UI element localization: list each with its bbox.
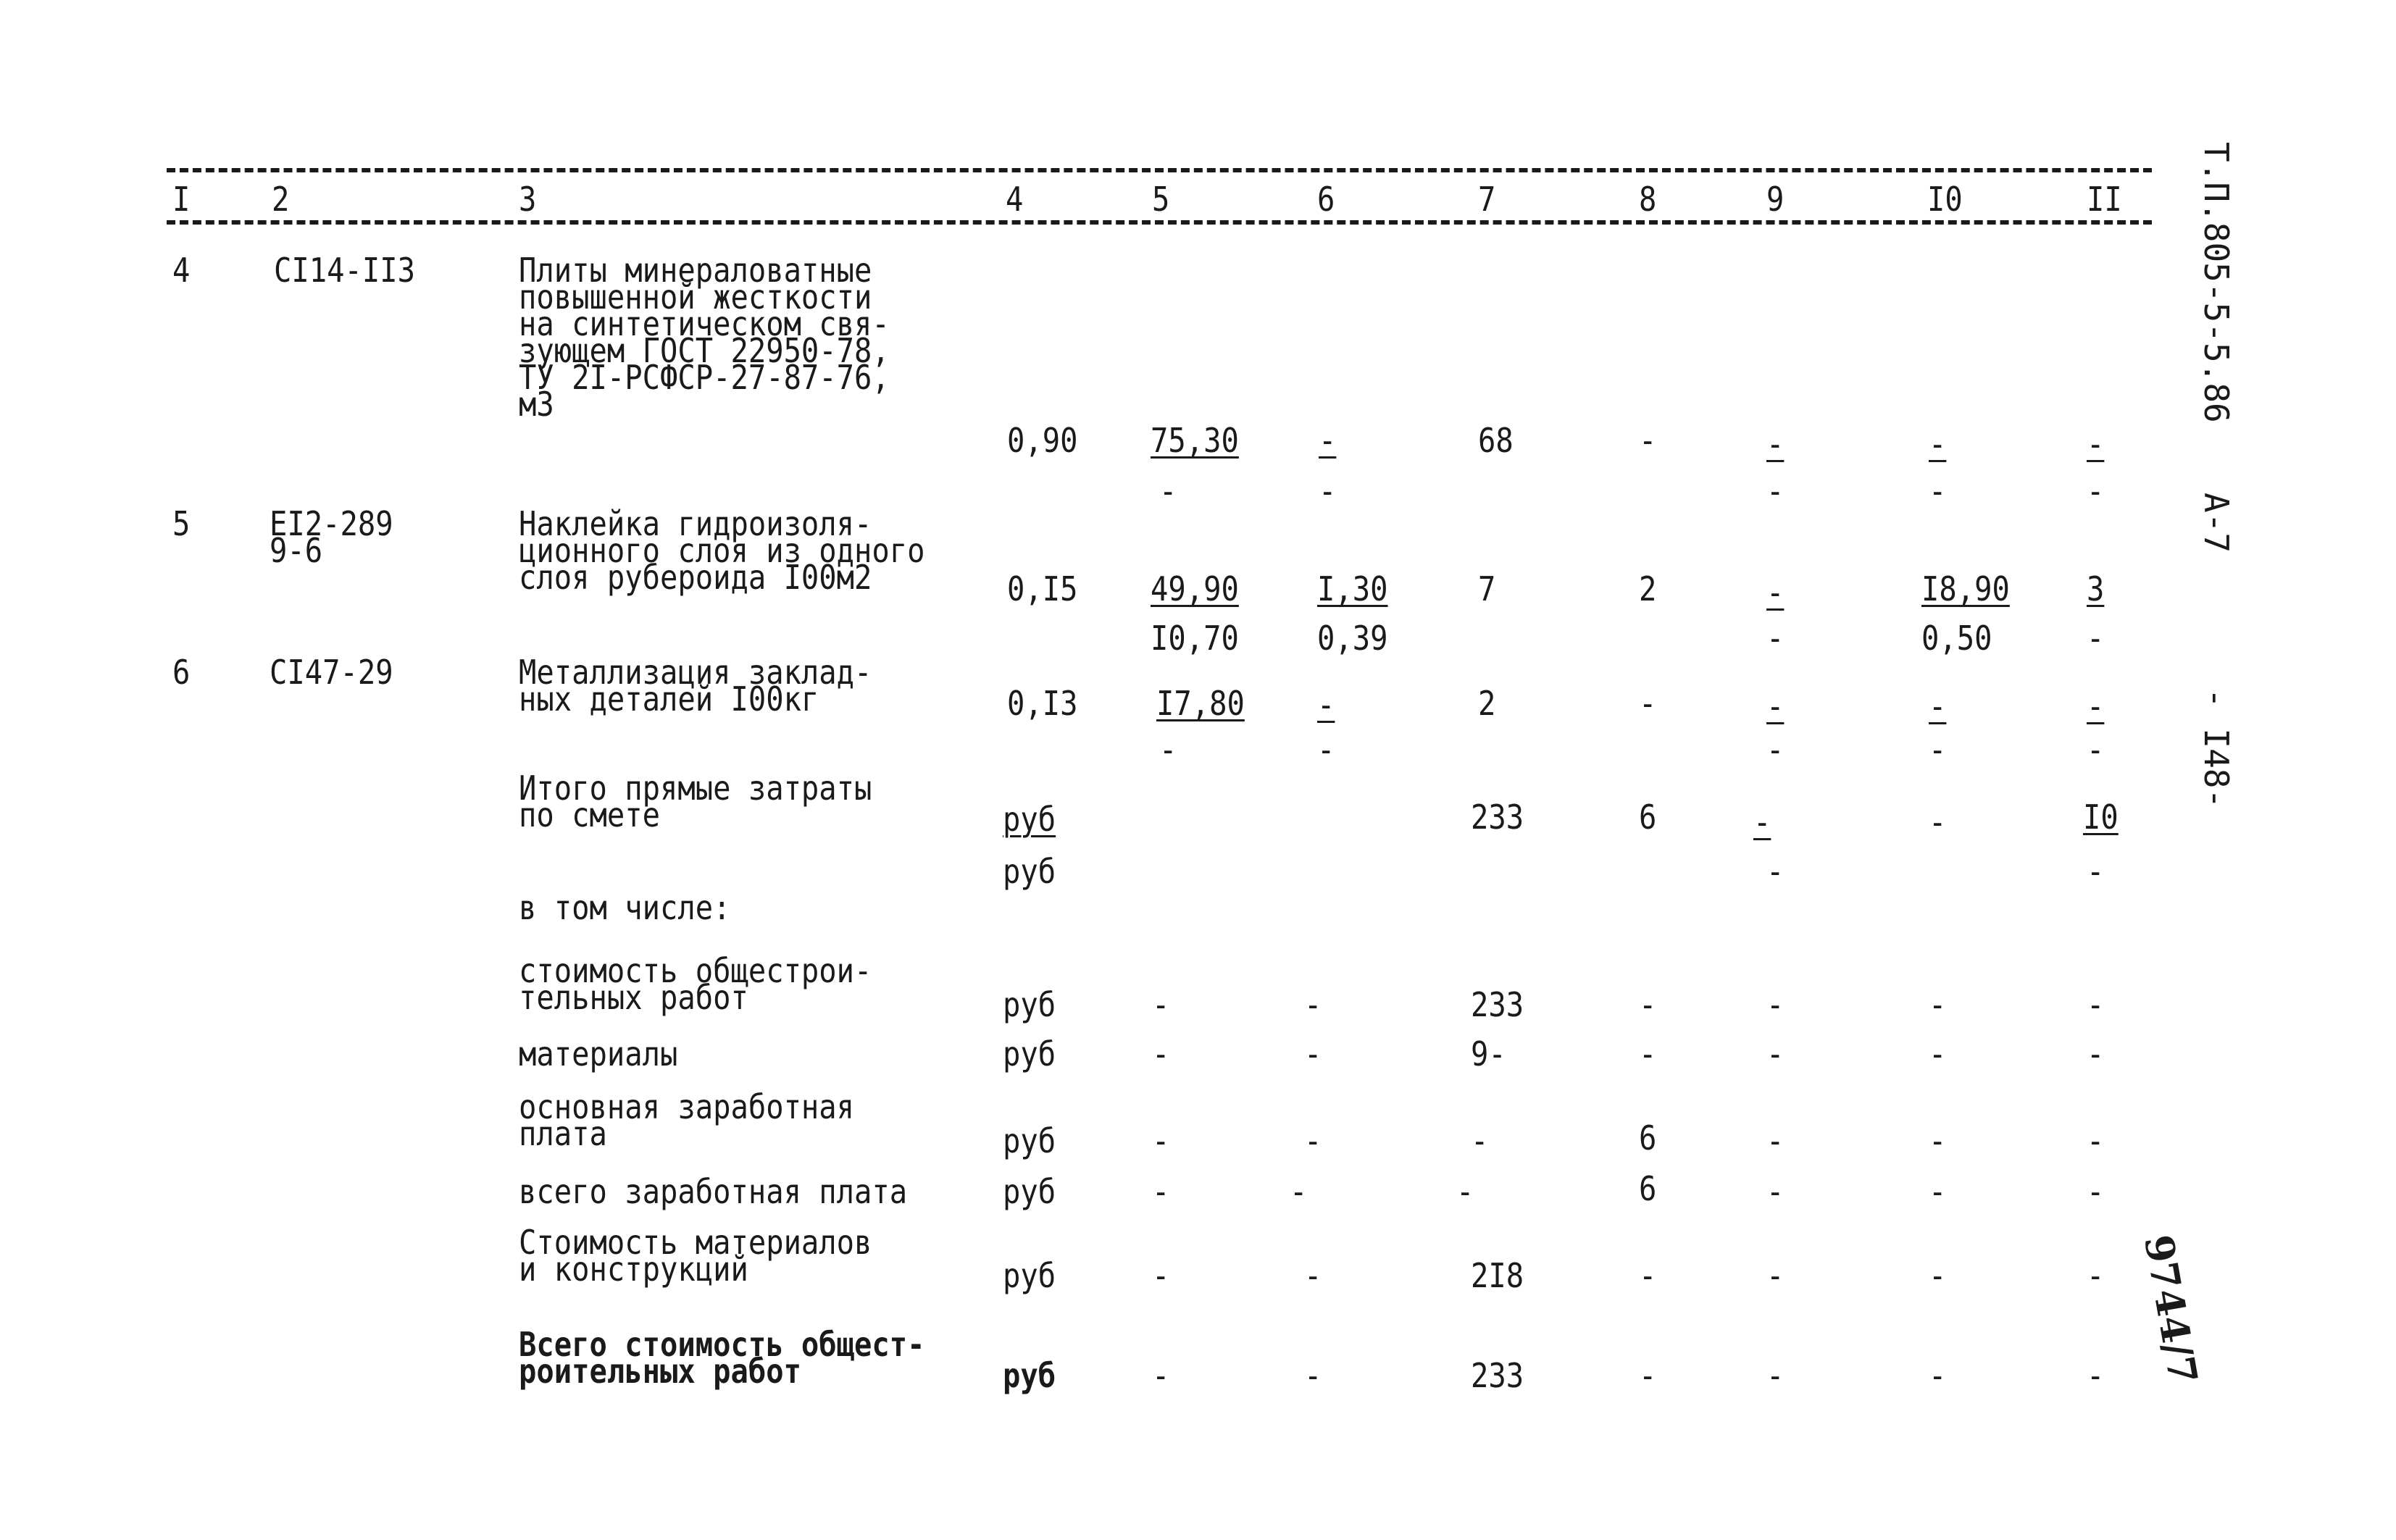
row-c11: 3 [2087,569,2105,608]
row-code: СI14-II3 [274,251,415,290]
header-col-3: 3 [519,180,537,219]
total-c11: I0 [2083,798,2119,837]
total-c9b: - [1766,852,1785,891]
row-number: 6 [172,653,191,692]
summary-c9: - [1766,1356,1785,1395]
summary-c11: - [2087,985,2105,1024]
summary-c10: - [1929,1034,1947,1074]
header-col-10: I0 [1927,180,1963,219]
row-c9b: - [1766,472,1785,511]
row-description: Плиты минераловатные повышенной жесткости на синтетическом свя- зующем ГОСТ 22950-78, ТУ 2I-РСФСР-27-87-76, м3 [519,251,890,424]
row-c5b: - [1159,730,1177,769]
summary-unit: руб [1003,985,1056,1024]
row-c6: - [1317,685,1335,724]
summary-c8: - [1639,1034,1657,1074]
header-col-1: I [172,180,191,219]
row-c7: 7 [1478,569,1496,608]
summary-c11: - [2087,1172,2105,1211]
row-c11b: - [2087,619,2105,658]
side-document-code: Т.П.805-5-5.86 [2197,142,2236,423]
summary-c6: - [1304,985,1322,1024]
summary-description: Всего стоимость общест- роительных работ [519,1325,925,1391]
summary-c5: - [1152,1256,1170,1295]
row-c8: - [1639,421,1657,460]
side-page-number: - I48- [2197,688,2236,809]
row-description: Металлизация заклад- ных деталей I00кг [519,653,872,719]
summary-c5: - [1152,1356,1170,1395]
header-col-4: 4 [1006,180,1024,219]
summary-c8: - [1639,985,1657,1024]
summary-description: материалы [519,1034,678,1074]
summary-description: Стоимость материалов и конструкций [519,1223,872,1289]
row-c9b: - [1766,619,1785,658]
row-c6: I,30 [1317,569,1388,608]
summary-c9: - [1766,985,1785,1024]
summary-c7: - [1456,1172,1474,1211]
row-c11b: - [2087,730,2105,769]
row-c4: 0,I3 [1007,684,1078,723]
summary-c10: - [1929,1256,1947,1295]
summary-c9: - [1766,1256,1785,1295]
row-c10: - [1929,424,1947,464]
row-c11b: - [2087,472,2105,511]
summary-unit: руб [1003,1121,1056,1160]
row-code: СI47-29 [270,653,393,692]
row-c11: - [2087,687,2105,726]
row-c10: - [1929,687,1947,726]
row-c10: I8,90 [1921,569,2010,608]
row-number: 4 [172,251,191,290]
total-c7: 233 [1471,798,1524,837]
header-top-rule [167,168,2152,172]
row-c6b: - [1317,730,1335,769]
row-c9: - [1766,424,1785,464]
handwritten-signature: 9744/7 [2134,1231,2208,1388]
summary-c10: - [1929,1121,1947,1160]
header-col-9: 9 [1766,180,1785,219]
row-c6b: - [1319,472,1337,511]
summary-c5: - [1152,1121,1170,1160]
summary-c6: - [1304,1256,1322,1295]
row-c7: 2 [1478,684,1496,723]
total-c8: 6 [1639,798,1657,837]
summary-c5: - [1152,1172,1170,1211]
summary-c6: - [1304,1121,1322,1160]
row-c4: 0,I5 [1007,569,1078,608]
header-col-2: 2 [272,180,290,219]
summary-c11: - [2087,1034,2105,1074]
summary-c10: - [1929,1356,1947,1395]
summary-c8: 6 [1639,1169,1657,1208]
summary-unit: руб [1003,1256,1056,1295]
summary-c10: - [1929,1172,1947,1211]
summary-c6: - [1304,1034,1322,1074]
summary-c8: 6 [1639,1118,1657,1158]
row-c5: 49,90 [1151,569,1239,608]
summary-c7: - [1471,1121,1489,1160]
summary-c11: - [2087,1256,2105,1295]
total-unit: руб [1003,800,1056,839]
row-number: 5 [172,504,191,543]
header-col-8: 8 [1639,180,1657,219]
summary-c6: - [1304,1356,1322,1395]
summary-c9: - [1766,1121,1785,1160]
row-c4: 0,90 [1007,421,1078,460]
row-c7: 68 [1478,421,1514,460]
summary-description: основная заработная плата [519,1087,855,1153]
row-c9: - [1766,573,1785,612]
summary-c7: 233 [1471,985,1524,1024]
row-c8: 2 [1639,569,1657,608]
summary-c7: 2I8 [1471,1256,1524,1295]
header-col-7: 7 [1478,180,1496,219]
row-c6: - [1319,421,1337,460]
summary-c5: - [1152,1034,1170,1074]
row-c9b: - [1766,730,1785,769]
summary-unit: руб [1003,1172,1056,1211]
summary-unit: руб [1003,1034,1056,1074]
summary-c11: - [2087,1121,2105,1160]
summary-c8: - [1639,1356,1657,1395]
summary-c6: - [1290,1172,1308,1211]
total-unit-2: руб [1003,852,1056,891]
row-c5b: - [1159,472,1177,511]
total-c9: - [1753,803,1771,842]
summary-description: стоимость общестрои- тельных работ [519,951,872,1017]
row-c5b: I0,70 [1151,619,1239,658]
row-c10b: - [1929,730,1947,769]
summary-c5: - [1152,985,1170,1024]
row-c5: I7,80 [1156,684,1245,723]
summary-c9: - [1766,1034,1785,1074]
total-description: Итого прямые затраты по смете [519,769,872,834]
side-sheet-label: А-7 [2197,493,2236,553]
row-c10b: - [1929,472,1947,511]
row-c10b: 0,50 [1921,619,1992,658]
row-code: ЕI2-289 9-6 [270,504,393,570]
summary-c7: 233 [1471,1356,1524,1395]
including-label: в том числе: [519,888,731,927]
header-col-5: 5 [1152,180,1170,219]
total-c11b: - [2087,852,2105,891]
row-c5: 75,30 [1151,421,1239,460]
header-col-11: II [2087,180,2122,219]
total-c10: - [1929,803,1947,842]
summary-unit: руб [1003,1356,1056,1395]
summary-description: всего заработная плата [519,1172,908,1211]
header-col-6: 6 [1317,180,1335,219]
row-c8: - [1639,684,1657,723]
row-c9: - [1766,687,1785,726]
row-c6b: 0,39 [1317,619,1388,658]
row-description: Наклейка гидроизоля- ционного слоя из одного слоя рубероида I00м2 [519,504,925,597]
header-bottom-rule [167,220,2152,225]
summary-c10: - [1929,985,1947,1024]
summary-c8: - [1639,1256,1657,1295]
summary-c7: 9- [1471,1034,1506,1074]
summary-c11: - [2087,1356,2105,1395]
summary-c9: - [1766,1172,1785,1211]
row-c11: - [2087,424,2105,464]
